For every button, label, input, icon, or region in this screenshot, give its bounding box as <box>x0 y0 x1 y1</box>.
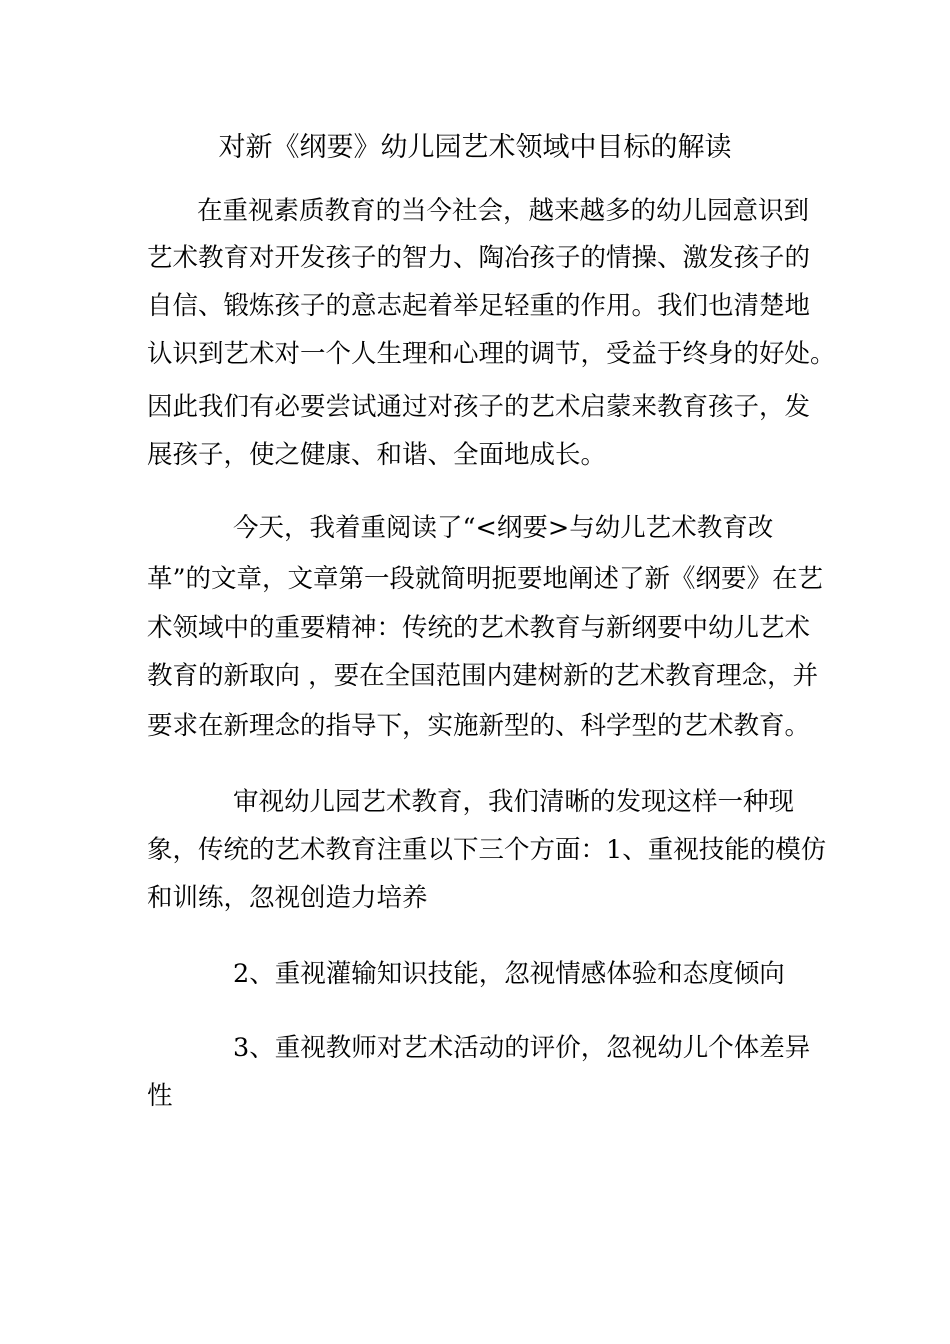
paragraph-3-line-1: 审视幼儿园艺术教育，我们清晰的发现这样一种现 <box>233 787 795 817</box>
document-title: 对新《纲要》幼儿园艺术领域中目标的解读 <box>218 132 732 163</box>
paragraph-5-line-2: 性 <box>147 1081 173 1111</box>
paragraph-5-line-1: 3、重视教师对艺术活动的评价，忽视幼儿个体差异 <box>233 1033 811 1063</box>
paragraph-1-line-1: 在重视素质教育的当今社会，越来越多的幼儿园意识到 <box>197 196 810 226</box>
paragraph-2-line-2: 革”的文章，文章第一段就简明扼要地阐述了新《纲要》在艺 <box>147 564 824 594</box>
paragraph-1-line-4: 认识到艺术对一个人生理和心理的调节，受益于终身的好处。 <box>147 339 836 369</box>
paragraph-3-line-3: 和训练，忽视创造力培养 <box>147 883 428 913</box>
paragraph-1-line-6: 展孩子，使之健康、和谐、全面地成长。 <box>147 440 607 470</box>
paragraph-2-line-5: 要求在新理念的指导下，实施新型的、科学型的艺术教育。 <box>147 711 811 741</box>
paragraph-2-line-1: 今天，我着重阅读了“<纲要>与幼儿艺术教育改 <box>233 513 774 543</box>
paragraph-2-line-4: 教育的新取向 ，要在全国范围内建树新的艺术教育理念，并 <box>147 661 819 691</box>
paragraph-1-line-5: 因此我们有必要尝试通过对孩子的艺术启蒙来教育孩子，发 <box>147 392 811 422</box>
paragraph-3-line-2: 象，传统的艺术教育注重以下三个方面：1、重视技能的模仿 <box>147 835 827 865</box>
paragraph-2-line-3: 术领域中的重要精神：传统的艺术教育与新纲要中幼儿艺术 <box>147 613 811 643</box>
paragraph-1-line-2: 艺术教育对开发孩子的智力、陶冶孩子的情操、激发孩子的 <box>147 243 811 273</box>
paragraph-1-line-3: 自信、锻炼孩子的意志起着举足轻重的作用。我们也清楚地 <box>147 291 811 321</box>
paragraph-4-line-1: 2、重视灌输知识技能，忽视情感体验和态度倾向 <box>233 959 785 989</box>
